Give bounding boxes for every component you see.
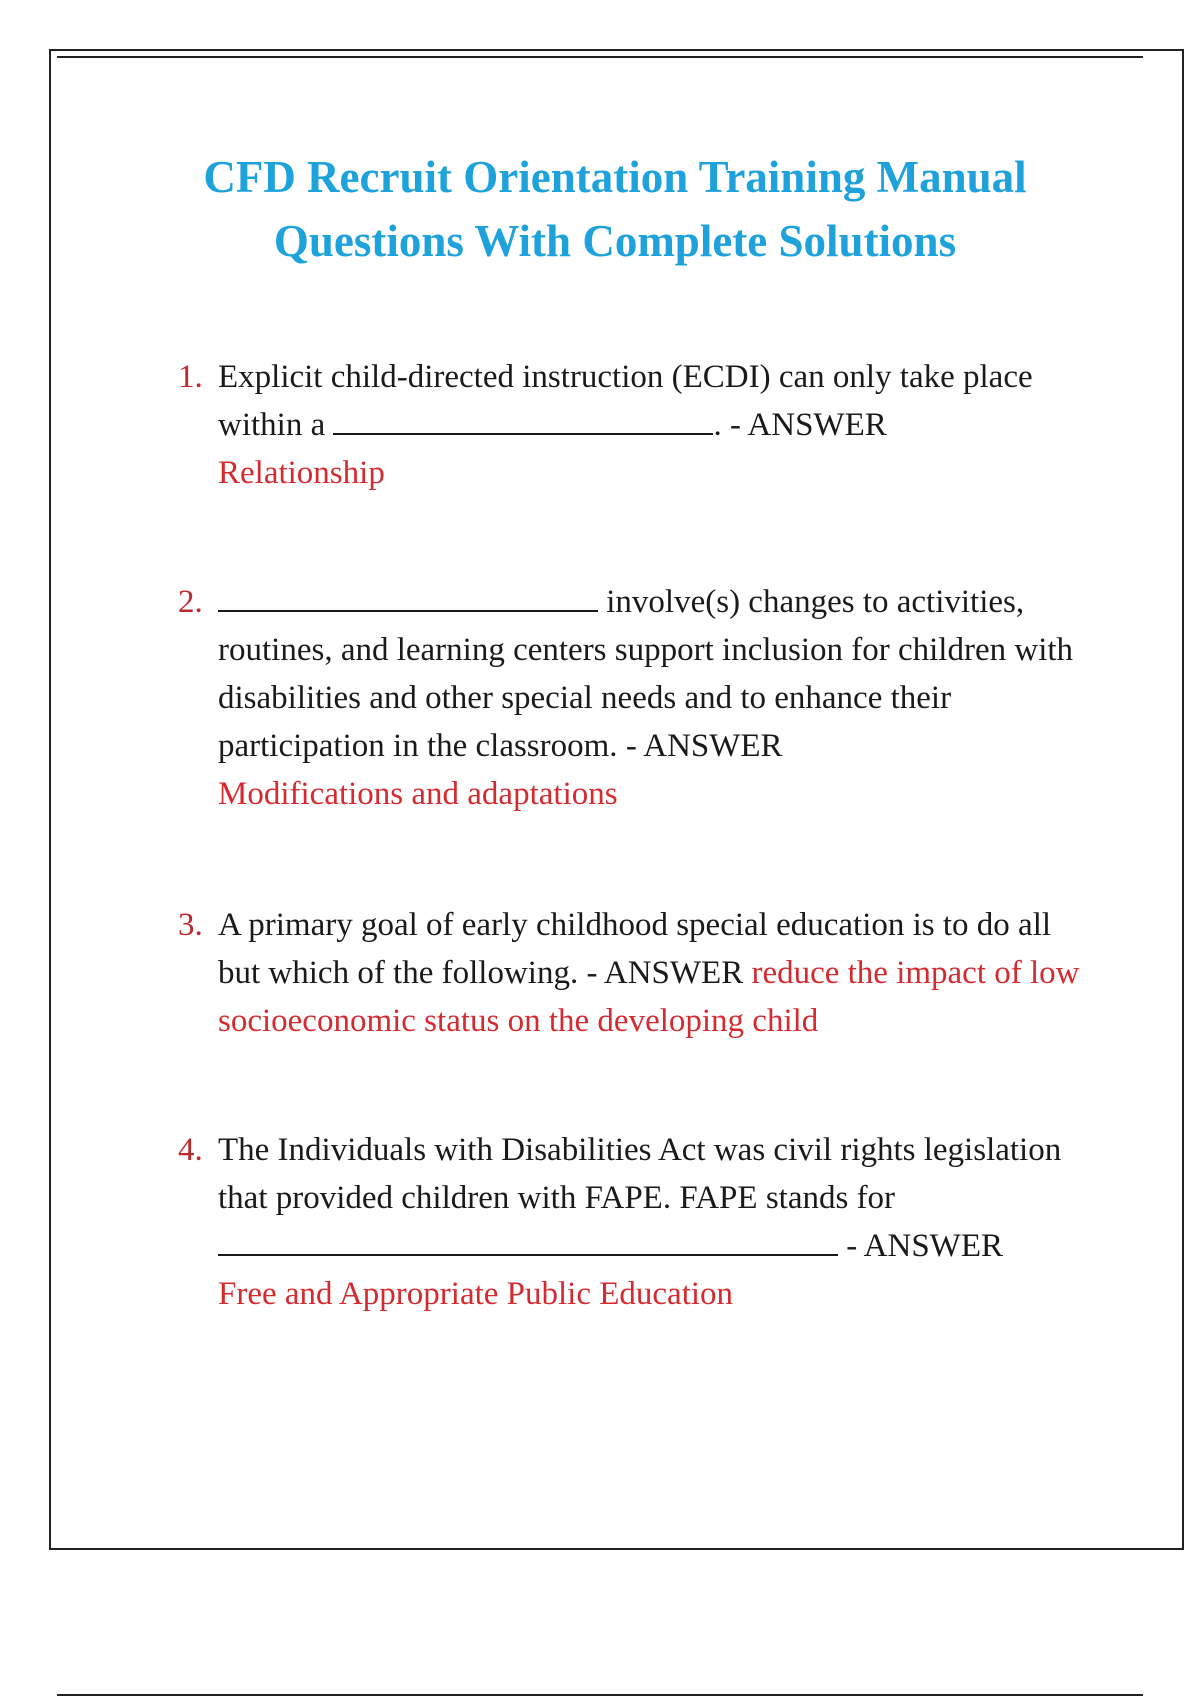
top-rule [57,56,1143,58]
answer-text: Modifications and adaptations [218,776,618,812]
title-line-1: CFD Recruit Orientation Training Manual [203,152,1027,202]
answer-blank [218,580,598,612]
question-number: 4. [178,1132,203,1168]
question-body [218,578,1098,818]
answer-text: Free and Appropriate Public Education [218,1276,734,1312]
question-item [178,353,1098,497]
answer-text: reduce the impact of low socioeconomic status on the developing child [218,955,1080,1039]
answer-text: Relationship [218,455,385,491]
answer-marker: - ANSWER [846,1228,1003,1264]
question-item [178,578,1098,818]
question-text-end: . [713,407,722,443]
question-text: involve(s) changes to activities, routines, and learning centers support inclusion for children with disabilities and other special needs and to enhance their participation in the classroom. [218,584,1074,764]
question-text: Explicit child-directed instruction (ECDI) can only take place within a [218,359,1033,443]
answer-marker: - ANSWER [729,407,887,443]
question-body [218,1126,1098,1318]
question-body [218,353,1098,497]
answer-marker: - ANSWER [586,955,744,991]
question-body [218,901,1098,1045]
answer-blank [218,1224,838,1256]
question-number: 3. [178,907,203,943]
question-text: The Individuals with Disabilities Act was civil rights legislation that provided children with FAPE. FAPE stands for [218,1132,1062,1216]
bottom-rule [57,1694,1143,1696]
question-number: 1. [178,359,203,395]
answer-marker: - ANSWER [625,728,783,764]
question-number: 2. [178,584,203,620]
title-line-2: Questions With Complete Solutions [273,216,957,266]
question-item [178,1126,1098,1318]
question-item [178,901,1098,1045]
document-title [110,145,1120,273]
answer-blank [333,403,713,435]
question-text: A primary goal of early childhood special education is to do all but which of the following. [218,907,1052,991]
